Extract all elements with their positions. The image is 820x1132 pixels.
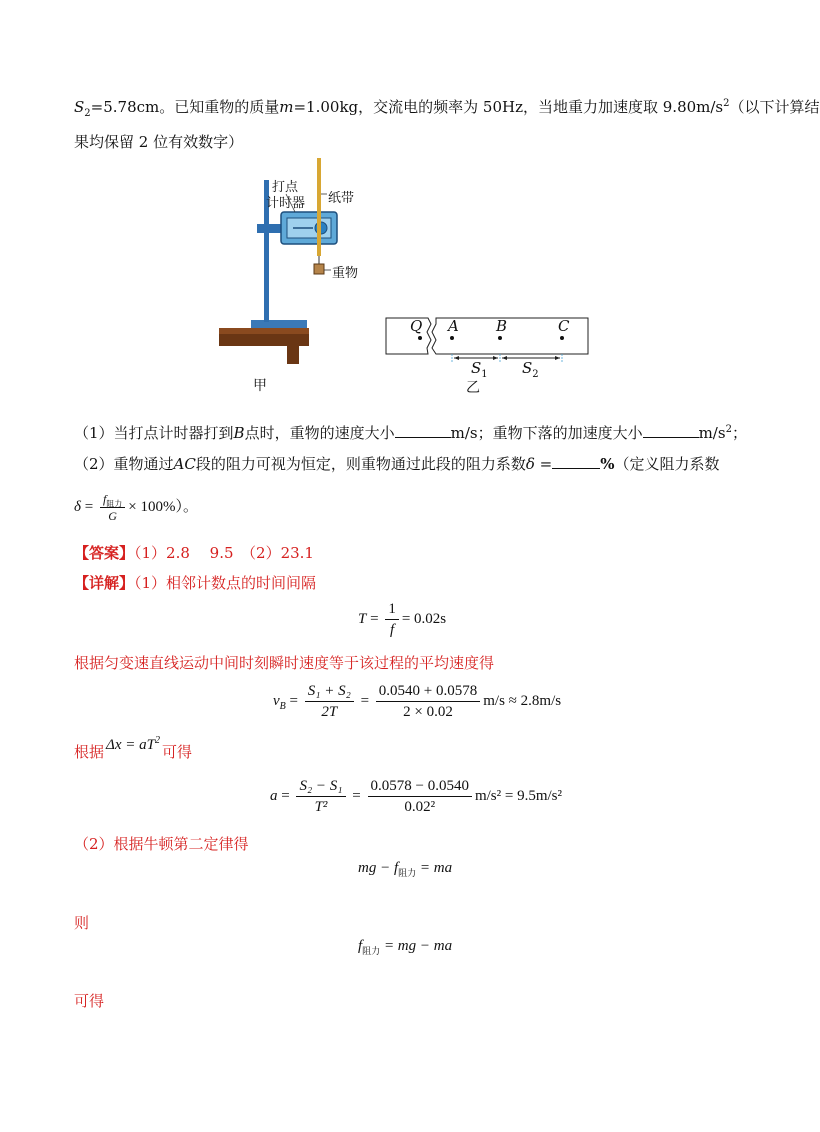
eq-n2-rhs: = mg − ma: [380, 938, 453, 954]
intro-text-b: =1.00kg，交流电的频率为 50Hz，当地重力加速度取 9.80m/s: [293, 98, 724, 116]
q2-percent: %: [600, 455, 615, 473]
eq-t-num: 1: [385, 600, 399, 620]
label-timer-1: 打点: [272, 180, 299, 195]
s2-var: S: [522, 359, 533, 377]
def-den: G: [108, 509, 117, 523]
label-q: Q: [410, 317, 423, 335]
delta-x-text: Δx = aT: [106, 737, 155, 753]
label-s1: [471, 359, 488, 380]
answer-line: [74, 542, 314, 563]
def-num: f: [102, 492, 107, 506]
q2-delta: δ: [525, 455, 535, 473]
s1-var: S: [471, 359, 482, 377]
q2-var-ac: AC: [173, 455, 196, 473]
intro-text-a: =5.78cm。已知重物的质量: [90, 98, 280, 116]
label-b: B: [496, 317, 508, 335]
question-2: [74, 453, 720, 474]
eq-v-lhs: v: [273, 692, 280, 709]
eq-t-lhs: T: [358, 610, 367, 627]
label-a: A: [448, 317, 459, 335]
eq-v-sub: B: [279, 700, 286, 712]
eq-t-rhs: = 0.02s: [401, 610, 447, 627]
detail-line-3: [74, 735, 192, 762]
eq-n1-rhs: = ma: [416, 860, 453, 876]
equation-acceleration: [270, 777, 562, 816]
question-1: [74, 422, 747, 443]
eq-v-num2: 0.0540 + 0.0578: [376, 682, 480, 702]
detail-text-1: （1）相邻计数点的时间间隔: [134, 574, 317, 592]
eq-a-den2: 0.02²: [404, 799, 436, 815]
eq-v-den: 2T: [321, 704, 338, 720]
caption-yi: 乙: [466, 380, 480, 396]
dot-a: [450, 336, 454, 340]
detail-line-6: 可得: [74, 992, 105, 1010]
q1-text-b: 点时，重物的速度大小: [244, 424, 395, 442]
delta-x-formula: [106, 737, 160, 753]
detail-text-3a: 根据: [74, 743, 105, 761]
sub-2: 2: [84, 108, 91, 119]
table-front: [219, 334, 309, 346]
eq-t-den: f: [389, 622, 395, 638]
equation-period: [358, 600, 446, 639]
q1-unit-sup: 2: [725, 424, 732, 435]
eq-n1-sub: 阻力: [398, 868, 417, 878]
eq-v-num: S₁ + S₂: [305, 682, 354, 702]
q2-text-c: （定义阻力系数: [614, 455, 720, 473]
answer-blank-resistance[interactable]: [552, 454, 600, 469]
q1-text-a: （1）当打点计时器打到: [74, 424, 234, 442]
def-tail: × 100%）。: [128, 498, 199, 515]
weight-block: [314, 264, 324, 274]
detail-line-4: （2）根据牛顿第二定律得: [74, 835, 249, 853]
label-tape: 纸带: [328, 191, 355, 206]
eq-n2-lhs: f: [358, 938, 363, 954]
detail-line-1: [74, 572, 316, 593]
eq-v-eq: =: [285, 692, 302, 709]
def-fraction: [100, 492, 125, 523]
detail-text-3b: 可得: [161, 743, 192, 761]
eq-t-fraction: [385, 600, 399, 639]
eq-v-fraction-1: [305, 682, 354, 721]
eq-v-eq2: =: [356, 692, 373, 709]
eq-a-eq2: =: [348, 787, 365, 804]
answer-blank-velocity[interactable]: [395, 423, 451, 438]
def-delta: δ: [74, 498, 81, 515]
eq-n2-sub: 阻力: [362, 946, 381, 956]
dot-c: [560, 336, 564, 340]
label-weight: 重物: [332, 266, 359, 281]
detail-line-2: 根据匀变速直线运动中间时刻瞬时速度等于该过程的平均速度得: [74, 654, 495, 672]
def-eq: =: [80, 498, 97, 515]
q2-text-a: （2）重物通过: [74, 455, 174, 473]
paper-tape: [317, 158, 321, 256]
detail-line-5: 则: [74, 914, 90, 932]
answer-blank-acceleration[interactable]: [643, 423, 699, 438]
equation-velocity: [273, 682, 561, 721]
answer-tag: 【答案】: [74, 544, 135, 562]
eq-a-fraction-2: [368, 777, 472, 816]
def-num-sub: 阻力: [106, 499, 123, 509]
eq-n1-lhs: mg − f: [358, 860, 399, 876]
intro-line-1: [74, 96, 820, 117]
stand-base: [251, 320, 307, 328]
eq-a-rhs: m/s² = 9.5m/s²: [474, 787, 563, 804]
var-s2: S: [74, 98, 85, 116]
label-timer-2: 计时器: [266, 196, 306, 211]
eq-v-rhs: m/s ≈ 2.8m/s: [483, 692, 562, 709]
eq-a-num2: 0.0578 − 0.0540: [368, 777, 472, 797]
eq-a-num: S₂ − S₁: [296, 777, 345, 797]
dot-q: [418, 336, 422, 340]
s2-sub: 2: [532, 369, 539, 380]
delta-x-sup: 2: [154, 735, 160, 746]
q2-eq: =: [534, 455, 553, 473]
q1-unit-2: m/s: [698, 424, 726, 442]
var-m: m: [279, 98, 294, 116]
table-top: [219, 328, 309, 334]
tape-left-piece: [386, 318, 431, 354]
eq-t-eq: =: [366, 610, 383, 627]
eq-a-lhs: a: [270, 787, 278, 804]
resistance-definition: [74, 492, 198, 523]
eq-v-den2: 2 × 0.02: [403, 704, 453, 720]
eq-a-fraction-1: [296, 777, 345, 816]
sup-2: 2: [723, 98, 730, 109]
eq-a-eq: =: [277, 787, 294, 804]
intro-line-2: 果均保留 2 位有效数字）: [74, 133, 244, 151]
q2-text-b: 段的阻力可视为恒定，则重物通过此段的阻力系数: [195, 455, 526, 473]
detail-tag: 【详解】: [74, 574, 135, 592]
eq-a-den: T²: [314, 799, 328, 815]
eq-v-fraction-2: [376, 682, 480, 721]
table-leg: [287, 346, 299, 364]
caption-jia: 甲: [253, 378, 267, 394]
q1-unit-1: m/s；重物下落的加速度大小: [450, 424, 643, 442]
equation-newton-2: [358, 938, 452, 955]
s1-sub: 1: [481, 369, 488, 380]
dot-b: [498, 336, 502, 340]
q1-var-b: B: [233, 424, 245, 442]
equation-newton-1: [358, 860, 452, 877]
label-c: C: [558, 317, 570, 335]
label-s2: [522, 359, 539, 380]
intro-text-c: （以下计算结: [729, 98, 820, 116]
answer-text: （1）2.8 9.5 （2）23.1: [134, 544, 314, 562]
q1-end: ；: [731, 424, 747, 442]
